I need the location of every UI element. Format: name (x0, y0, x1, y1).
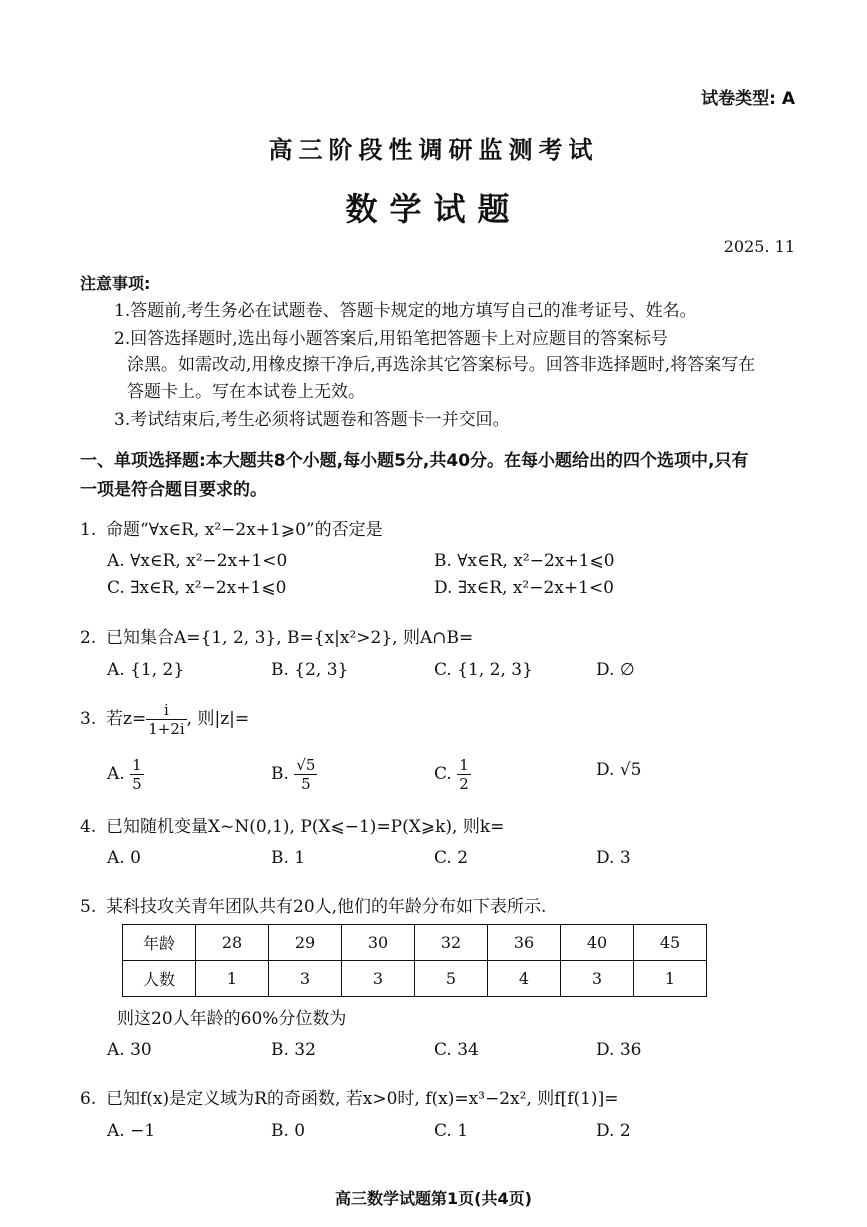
option-d: D. ∃x∈R, x²−2x+1<0 (434, 578, 615, 598)
age-distribution-table (122, 924, 707, 997)
option-b: B. 1 (271, 848, 306, 868)
note-item-2-cont: 涂黑。如需改动,用橡皮擦干净后,再选涂其它答案标号。回答非选择题时,将答案写在 (127, 355, 756, 375)
question-stem: 某科技攻关青年团队共有20人,他们的年龄分布如下表所示. (106, 897, 547, 917)
table-cell: 3 (561, 961, 634, 997)
option-a: A. 0 (107, 848, 141, 868)
option-b: B. 32 (271, 1040, 316, 1060)
table-cell: 36 (488, 925, 561, 961)
fraction: $\frac{i}{1+2i}$ (148, 701, 185, 738)
exam-title: 高三阶段性调研监测考试 (268, 135, 599, 164)
option-b: B. {2, 3} (271, 660, 349, 680)
option-a: A. 30 (107, 1040, 152, 1060)
table-cell: 4 (488, 961, 561, 997)
question-follow-text: 则这20人年龄的60%分位数为 (117, 1009, 347, 1029)
option-d: D. 3 (596, 848, 631, 868)
question-number: 5. (80, 897, 97, 917)
table-header-cell: 人数 (123, 961, 196, 997)
question-number: 2. (80, 628, 97, 648)
table-row (123, 925, 707, 961)
exam-date: 2025. 11 (723, 237, 795, 256)
question-stem: 已知随机变量X~N(0,1), P(X⩽−1)=P(X⩾k), 则k= (106, 817, 505, 837)
option-c: C. 34 (434, 1040, 479, 1060)
table-cell: 32 (415, 925, 488, 961)
note-item-1: 1.答题前,考生务必在试题卷、答题卡规定的地方填写自己的准考证号、姓名。 (114, 301, 697, 321)
option-a: A. $\frac{1}{5}$ (107, 756, 142, 793)
question-1 (80, 515, 383, 540)
section-heading: 一、单项选择题:本大题共8个小题,每小题5分,共40分。在每小题给出的四个选项中,只有 (80, 451, 749, 471)
question-number: 4. (80, 817, 97, 837)
note-item-2-cont: 答题卡上。写在本试卷上无效。 (127, 382, 365, 402)
table-cell: 5 (415, 961, 488, 997)
option-c: C. $\frac{1}{2}$ (434, 756, 469, 793)
fraction: $\frac{1}{2}$ (459, 756, 469, 793)
table-cell: 1 (196, 961, 269, 997)
option-c: C. ∃x∈R, x²−2x+1⩽0 (107, 578, 287, 598)
table-cell: 3 (342, 961, 415, 997)
question-stem: , 则|z|= (186, 709, 250, 729)
option-a: A. {1, 2} (107, 660, 185, 680)
question-5 (80, 892, 546, 917)
table-cell: 30 (342, 925, 415, 961)
option-b: B. ∀x∈R, x²−2x+1⩽0 (434, 551, 615, 571)
table-cell: 28 (196, 925, 269, 961)
section-heading-cont: 一项是符合题目要求的。 (80, 480, 267, 500)
table-header-cell: 年龄 (123, 925, 196, 961)
question-stem: 命题“∀x∈R, x²−2x+1⩾0”的否定是 (106, 520, 383, 540)
question-3 (80, 701, 249, 738)
option-b: B. 0 (271, 1121, 306, 1141)
option-a: A. −1 (107, 1121, 156, 1141)
question-number: 3. (80, 709, 97, 729)
table-cell: 3 (269, 961, 342, 997)
page-footer: 高三数学试题第1页(共4页) (335, 1189, 532, 1208)
table-cell: 29 (269, 925, 342, 961)
question-4 (80, 812, 504, 837)
subject-title: 数学试题 (345, 190, 522, 228)
table-cell: 1 (634, 961, 707, 997)
note-item-3: 3.考试结束后,考生必须将试题卷和答题卡一并交回。 (114, 410, 510, 430)
option-d: D. ∅ (596, 660, 635, 680)
question-stem: 已知集合A={1, 2, 3}, B={x|x²>2}, 则A∩B= (106, 628, 474, 648)
question-number: 6. (80, 1089, 97, 1109)
fraction: $\frac{1}{5}$ (132, 756, 142, 793)
option-c: C. 1 (434, 1121, 469, 1141)
fraction: $\frac{√5}{5}$ (296, 756, 316, 793)
question-2 (80, 623, 473, 648)
question-stem: 若z= (106, 709, 147, 729)
note-item-2: 2.回答选择题时,选出每小题答案后,用铅笔把答题卡上对应题目的答案标号 (114, 329, 669, 349)
option-b: B. $\frac{√5}{5}$ (271, 756, 316, 793)
table-cell: 40 (561, 925, 634, 961)
question-number: 1. (80, 520, 97, 540)
option-d: D. 36 (596, 1040, 642, 1060)
notes-heading: 注意事项: (80, 274, 151, 293)
table-cell: 45 (634, 925, 707, 961)
table-row (123, 961, 707, 997)
option-d: D. √5 (596, 760, 642, 780)
option-d: D. 2 (596, 1121, 631, 1141)
option-c: C. {1, 2, 3} (434, 660, 533, 680)
paper-type-label: 试卷类型: A (701, 89, 795, 109)
option-a: A. ∀x∈R, x²−2x+1<0 (107, 551, 288, 571)
question-6 (80, 1084, 618, 1109)
question-stem: 已知f(x)是定义域为R的奇函数, 若x>0时, f(x)=x³−2x², 则f[f(1)]= (106, 1089, 619, 1109)
option-c: C. 2 (434, 848, 469, 868)
